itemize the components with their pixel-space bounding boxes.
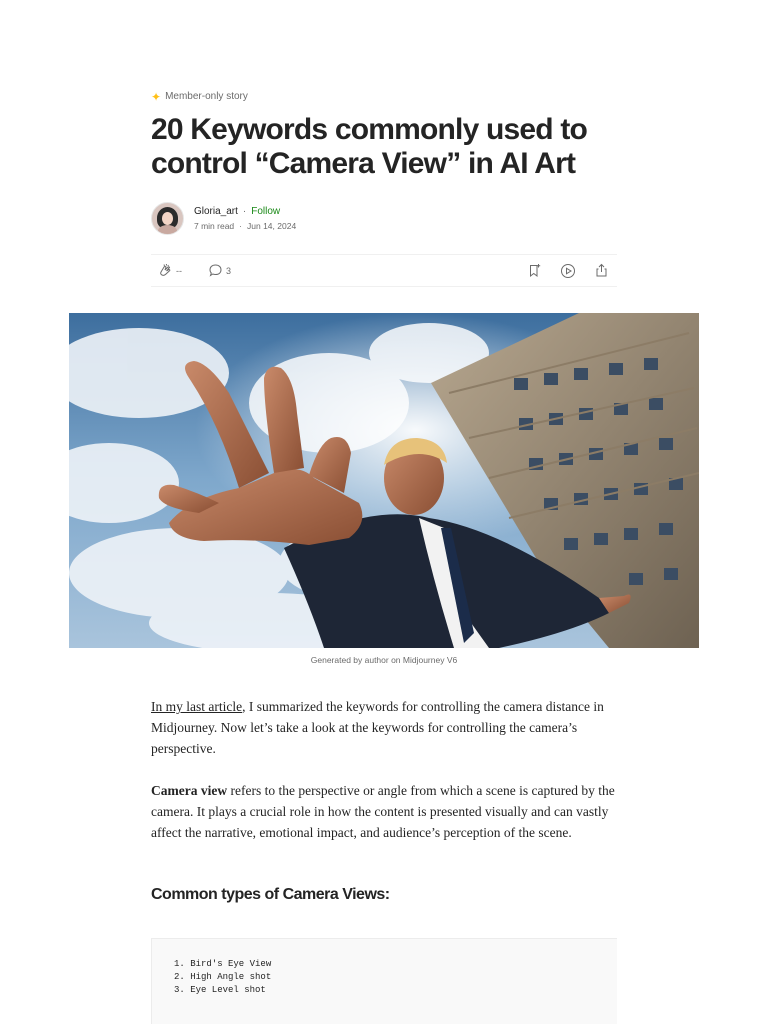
member-only-label: Member-only story bbox=[165, 91, 248, 102]
section-heading: Common types of Camera Views: bbox=[151, 886, 390, 903]
clap-count: -- bbox=[176, 265, 182, 276]
paragraph-camera-view-text: refers to the perspective or angle from which a scene is captured by the camera. It plays a crucial role in how the content is presented visually and can vastly affect the narrative, emotional impact, and audience’s perception of the scene. bbox=[151, 783, 615, 840]
action-bar bbox=[151, 254, 617, 287]
bookmark-icon[interactable] bbox=[527, 263, 542, 278]
code-line: 1. Bird's Eye View bbox=[174, 959, 272, 969]
camera-view-term: Camera view bbox=[151, 783, 228, 798]
member-only-badge bbox=[151, 91, 617, 102]
article-title: 20 Keywords commonly used to control “Camera View” in AI Art bbox=[151, 113, 588, 180]
code-line: 2. High Angle shot bbox=[174, 972, 272, 982]
separator-dot: · bbox=[239, 220, 243, 231]
play-icon[interactable] bbox=[560, 263, 576, 279]
separator-dot: · bbox=[242, 205, 247, 217]
follow-button[interactable]: Follow bbox=[251, 205, 281, 217]
clap-icon[interactable] bbox=[157, 263, 173, 279]
publish-date: Jun 14, 2024 bbox=[247, 220, 297, 231]
hero-image bbox=[69, 313, 699, 648]
author-avatar[interactable] bbox=[151, 202, 184, 235]
image-caption: Generated by author on Midjourney V6 bbox=[310, 655, 458, 665]
author-name[interactable]: Gloria_art bbox=[194, 205, 238, 217]
read-time: 7 min read bbox=[194, 220, 235, 231]
share-icon[interactable] bbox=[594, 263, 609, 278]
code-line: 3. Eye Level shot bbox=[174, 985, 266, 995]
comment-icon[interactable] bbox=[208, 263, 223, 278]
paragraph-camera-view bbox=[151, 780, 617, 843]
last-article-link[interactable]: In my last article bbox=[151, 699, 243, 714]
comment-count: 3 bbox=[226, 265, 232, 276]
paragraph-intro-text: , I summarized the keywords for controlling the camera distance in Midjourney. Now let’s take a look at the keywords for controlling the camera’s perspective. bbox=[151, 699, 604, 756]
paragraph-intro bbox=[151, 696, 617, 759]
author-block bbox=[151, 202, 617, 234]
star-icon: ✦ bbox=[151, 89, 162, 104]
code-block bbox=[151, 938, 617, 1024]
